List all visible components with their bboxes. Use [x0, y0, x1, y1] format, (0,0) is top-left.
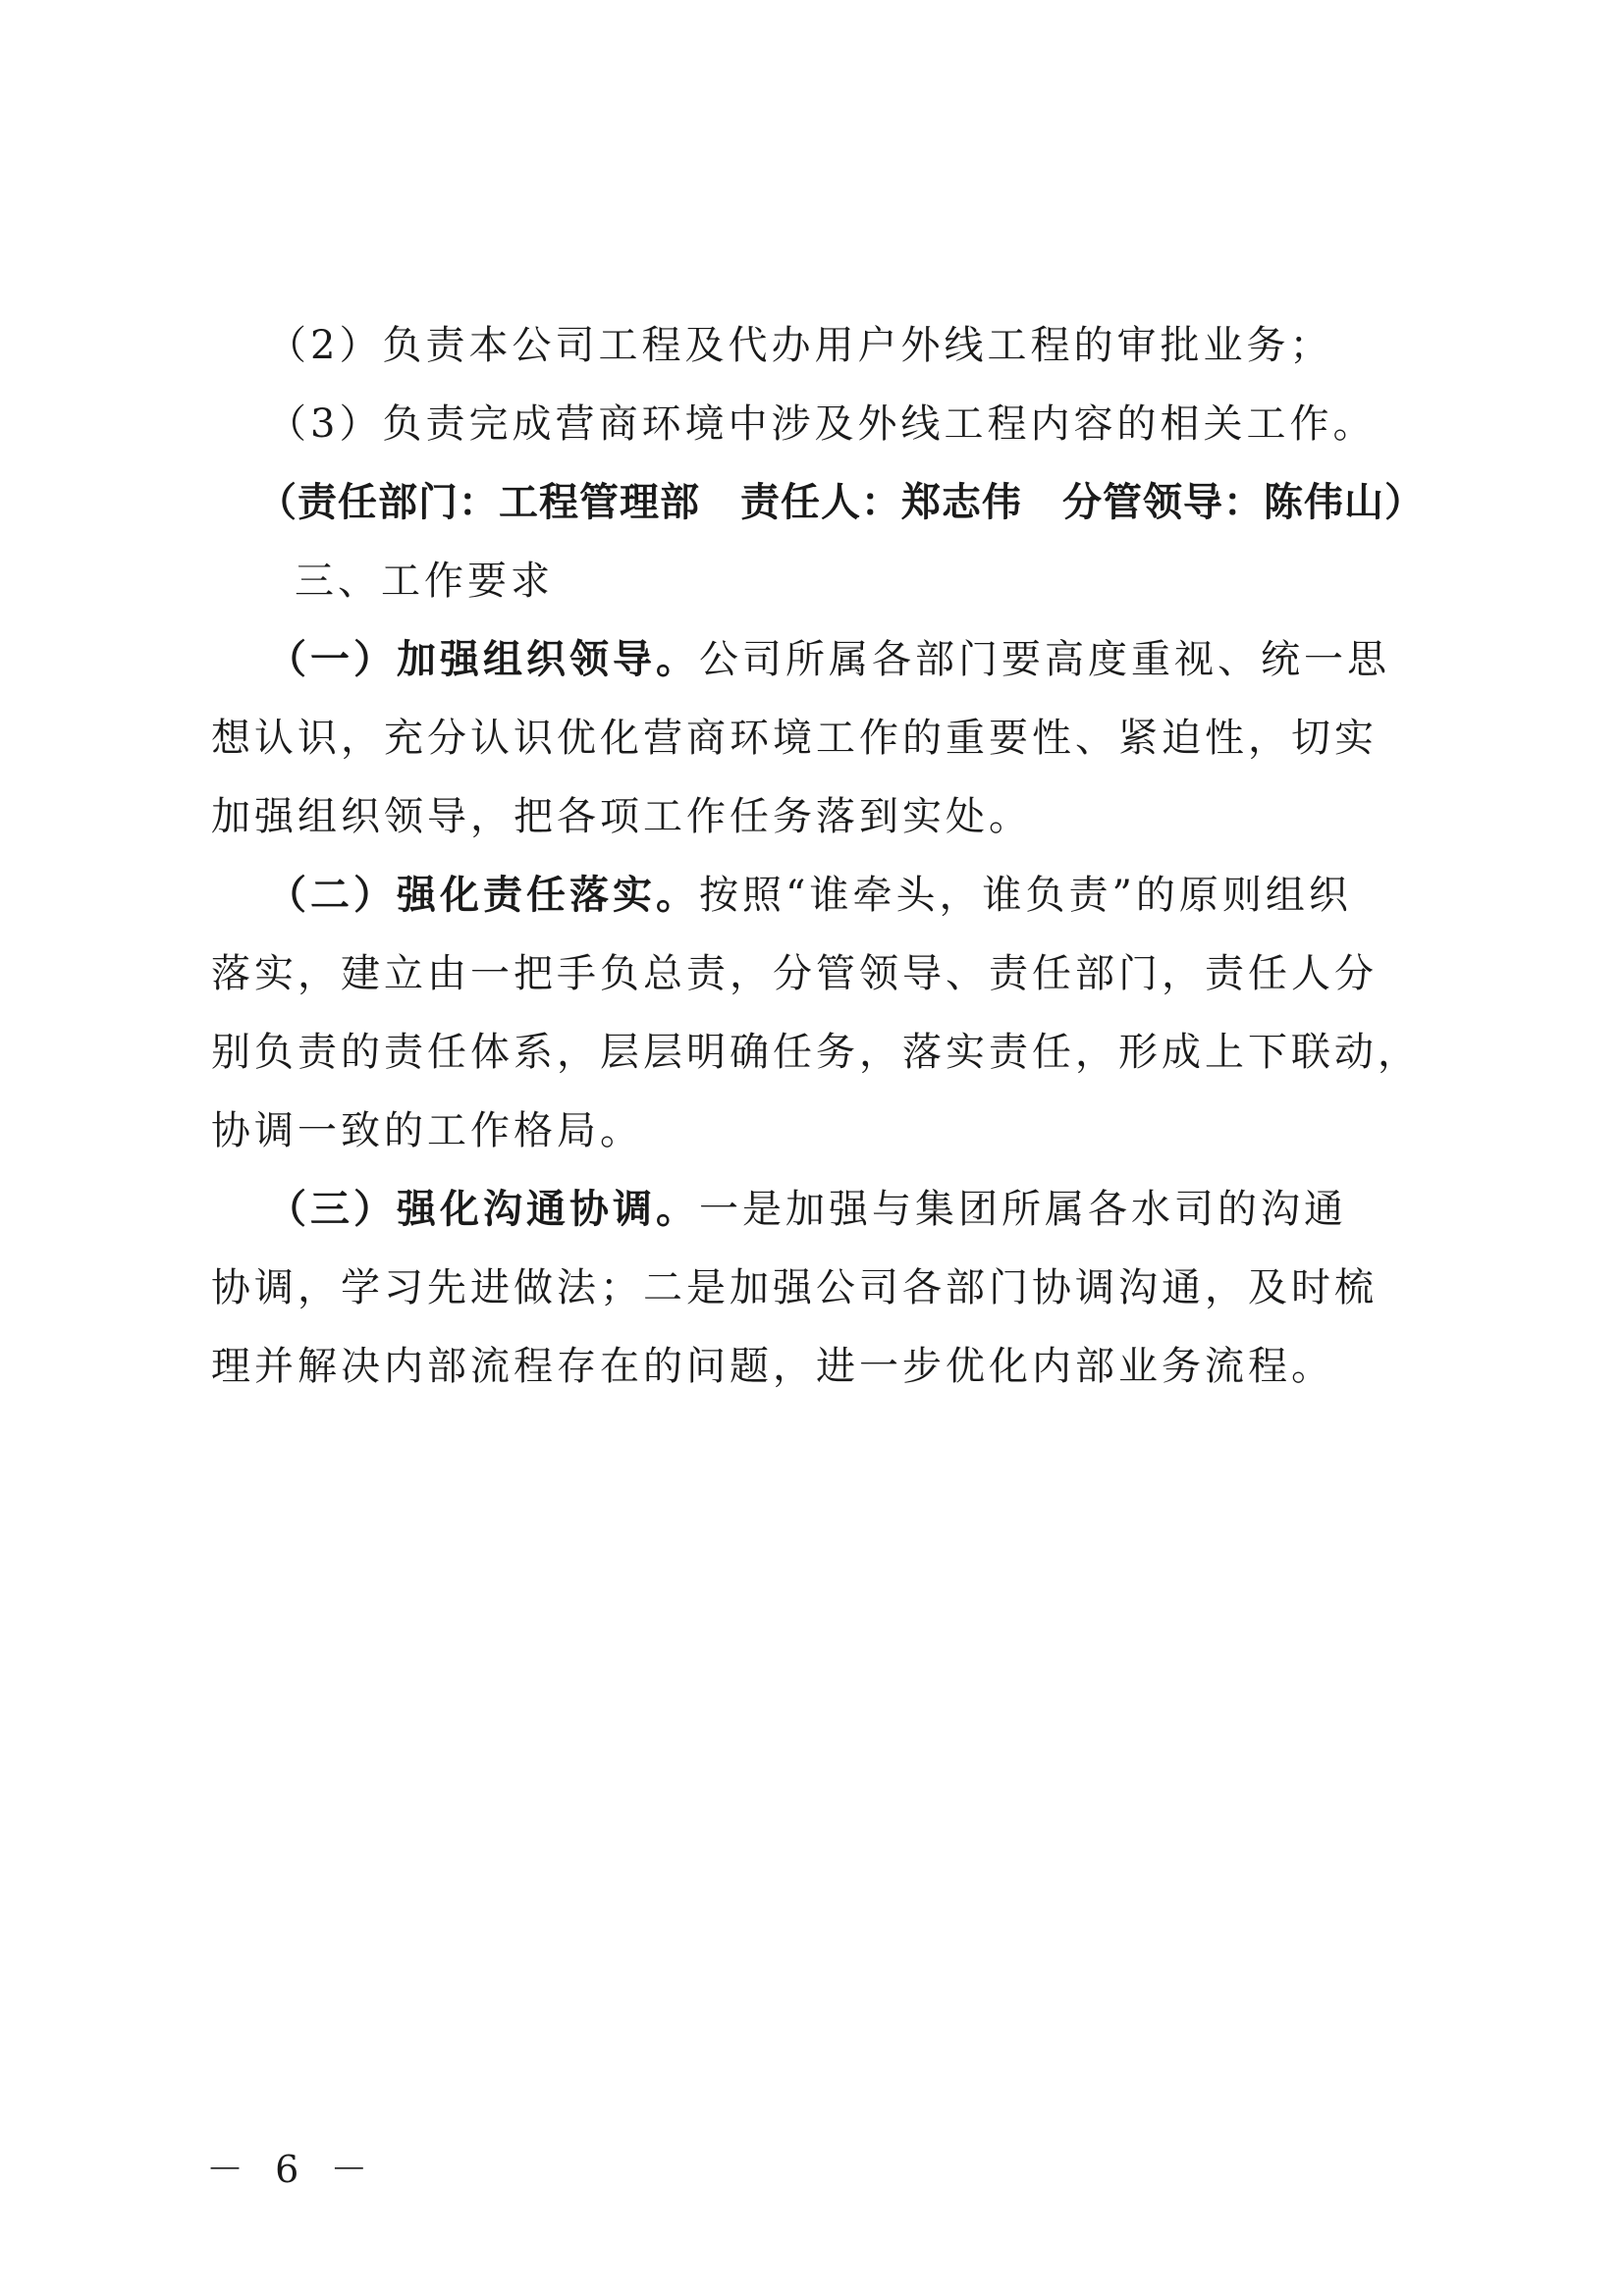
paragraph-2-heading: （二）强化责任落实。: [267, 872, 699, 918]
paragraph-1-line-3: 加强组织领导，把各项工作任务落到实处。: [211, 794, 1032, 839]
responsibility-line: （责任部门：工程管理部 责任人：郑志伟 分管领导：陈伟山）: [257, 479, 1425, 525]
paragraph-2-text: 按照“谁牵头，谁负责”的原则组织: [699, 873, 1352, 918]
paragraph-2-line-4: 协调一致的工作格局。: [211, 1108, 643, 1153]
paragraph-1-line-2: 想认识，充分认识优化营商环境工作的重要性、紧迫性，切实: [211, 716, 1378, 761]
paragraph-2-line-2: 落实，建立由一把手负总责，分管领导、责任部门，责任人分: [211, 951, 1378, 996]
paragraph-3-line-1: [267, 1170, 1460, 1249]
paragraph-3-line-3: 理并解决内部流程存在的问题，进一步优化内部业务流程。: [211, 1344, 1334, 1389]
paragraph-1-line-1: [267, 620, 1460, 699]
paragraph-1-heading: （一）加强组织领导。: [267, 636, 699, 682]
item-3: （3）负责完成营商环境中涉及外线工程内容的相关工作。: [267, 401, 1377, 447]
page-number: － 6 －: [206, 2148, 378, 2191]
paragraph-1-text: 公司所属各部门要高度重视、统一思: [699, 637, 1390, 682]
paragraph-3-heading: （三）强化沟通协调。: [267, 1186, 699, 1232]
paragraph-3-text: 一是加强与集团所属各水司的沟通: [699, 1187, 1347, 1232]
paragraph-2-line-3: 别负责的责任体系，层层明确任务，落实责任，形成上下联动，: [211, 1030, 1421, 1075]
item-2: （2）负责本公司工程及代办用户外线工程的审批业务；: [267, 323, 1333, 368]
paragraph-3-line-2: 协调，学习先进做法；二是加强公司各部门协调沟通，及时梳: [211, 1265, 1378, 1310]
paragraph-2-line-1: [267, 856, 1460, 934]
section-title: 三、工作要求: [295, 559, 554, 604]
